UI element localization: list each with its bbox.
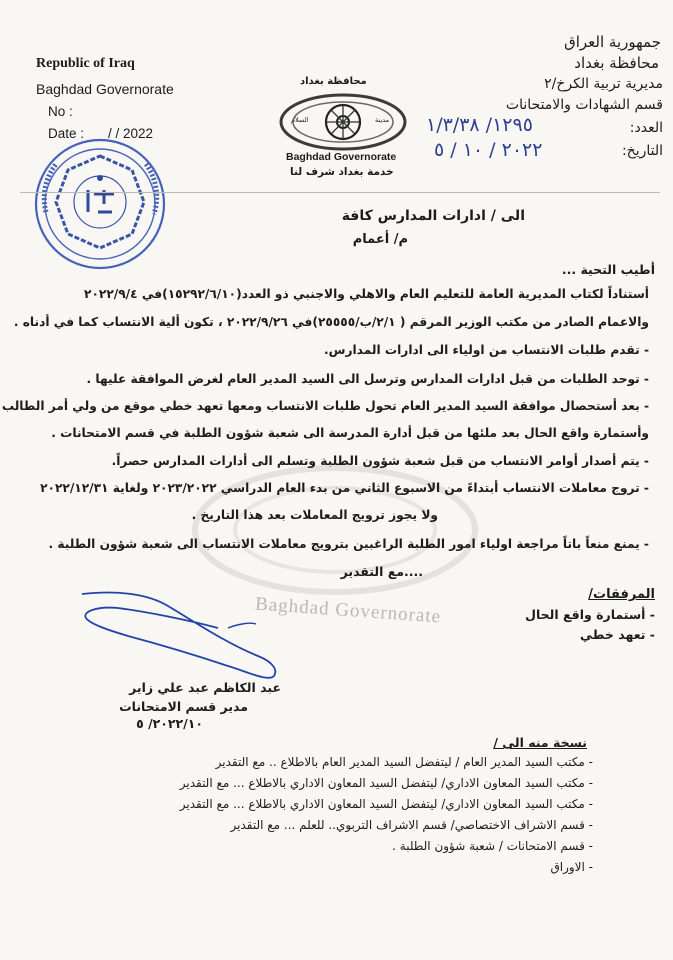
body-line-2: والاعمام الصادر من مكتب الوزير المرقم ( ٢/١/ب/٢٥٥٥٥)في ٢٠٢٢/٩/٢٦ ، تكون ألية الانتساب كما في أدناه . [13, 315, 649, 329]
addressee-to: الى / ادارات المدارس كافة [341, 208, 525, 224]
header-number-label: العدد: [629, 120, 663, 136]
signatory-title: مدير قسم الامتحانات [119, 699, 248, 714]
copy-item-4: - قسم الاشراف الاختصاصي/ قسم الاشراف التربوي.. للعلم ... مع التقدير [230, 818, 593, 832]
background-watermark-emblem [185, 455, 485, 605]
attachments-title: المرفقات/ [588, 587, 655, 602]
signatory-date: ٢٠٢٢/١٠/ ٥ [136, 716, 203, 731]
header-number-value: ١٢٩٥/ ١/٣/٣٨ [426, 114, 533, 136]
logo-left-word: السلام [291, 116, 309, 124]
logo-right-word: مدينة [375, 116, 390, 124]
header-governorate-ar: محافظة بغداد [574, 54, 659, 72]
copy-item-6: - الاوراق [550, 860, 593, 874]
body-line-9: ولا يجوز ترويج المعاملات بعد هذا التاريخ . [191, 508, 438, 522]
attachment-item-1: - أستمارة واقع الحال [525, 607, 655, 622]
header-date-label-ar: التاريخ: [621, 143, 663, 159]
greeting: أطيب التحية ... [561, 262, 655, 277]
body-line-8: - تروج معاملات الانتساب أبتداءً من الاسبوع الثاني من بدء العام الدراسي ٢٠٢٣/٢٠٢٢ ولغاية ٢٠٢٢/١٢/٣١ [40, 481, 649, 495]
copy-item-5: - قسم الامتحانات / شعبة شؤون الطلبة . [392, 839, 593, 853]
header-date-value: / / 2022 [108, 126, 154, 141]
body-line-10: - يمنع منعاً باتاً مراجعة اولياء امور الطلبة الراغبين بترويج معاملات الانتساب الى شعبة شؤون الطلبة . [48, 537, 649, 551]
body-line-6: وأستمارة واقع الحال بعد ملئها من قبل أدارة المدرسة الى شعبة شؤون الطلبة في قسم الامتحانات . [51, 426, 649, 440]
body-line-1: أستناداً لكتاب المديرية العامة للتعليم العام والاهلي والاجنبي ذو العدد(١٥٢٩٢/٦/١٠)في ٢٠٢٢/٩/٤ [84, 287, 649, 301]
logo-english-text: Baghdad Governorate [286, 151, 397, 163]
copies-title: نسخة منه الى / [493, 735, 587, 750]
handwritten-signature [78, 584, 288, 684]
header-republic-en: Republic of Iraq [36, 56, 135, 71]
body-line-7: - يتم أصدار أوامر الانتساب من قبل شعبة شؤون الطلبة وتسلم الى أدارات المدارس حصراً. [111, 454, 649, 468]
header-governorate-en: Baghdad Governorate [36, 81, 174, 97]
body-line-3: - تقدم طلبات الانتساب من اولياء الى ادارات المدارس. [324, 343, 649, 357]
header-date-value-ar: ٢٠٢٢ / ١٠ / ٥ [434, 139, 543, 161]
copy-item-2: - مكتب السيد المعاون الاداري/ ليتفضل السيد المعاون الاداري بالاطلاع ... مع التقدير [179, 776, 593, 790]
attachment-item-2: - تعهد خطي [580, 627, 655, 642]
closing-text: ....مع التقدير [340, 564, 423, 579]
department-seal [28, 134, 173, 274]
header-divider [20, 192, 660, 193]
header-directorate: مديرية تربية الكرخ/٢ [544, 76, 663, 92]
header-date-label: Date : [48, 126, 85, 141]
copy-item-1: - مكتب السيد المدير العام / ليتفضل السيد المدير العام بالاطلاع .. مع التقدير [215, 755, 593, 769]
watermark-text: Baghdad Governorate [254, 593, 442, 628]
subject-line: م/ أعمام [352, 232, 408, 247]
copy-item-3: - مكتب السيد المعاون الاداري/ ليتفضل السيد المعاون الاداري بالاطلاع ... مع التقدير [179, 797, 593, 811]
signatory-name: عبد الكاظم عبد علي زاير [129, 680, 281, 695]
body-line-4: - توحد الطلبات من قبل ادارات المدارس وترسل الى السيد المدير العام لغرض الموافقة عليها . [86, 372, 649, 386]
logo-top-text: محافظة بغداد [300, 76, 367, 87]
body-line-5: - بعد أستحصال موافقة السيد المدير العام تحول طلبات الانتساب ومعها تعهد خطي موقع من ولي أمر الطالب [1, 399, 649, 413]
header-no-label: No : [48, 104, 73, 119]
header-department: قسم الشهادات والامتحانات [505, 97, 663, 113]
logo-slogan: خدمة بغداد شرف لنا [290, 166, 394, 178]
header-republic-ar: جمهورية العراق [564, 33, 661, 51]
